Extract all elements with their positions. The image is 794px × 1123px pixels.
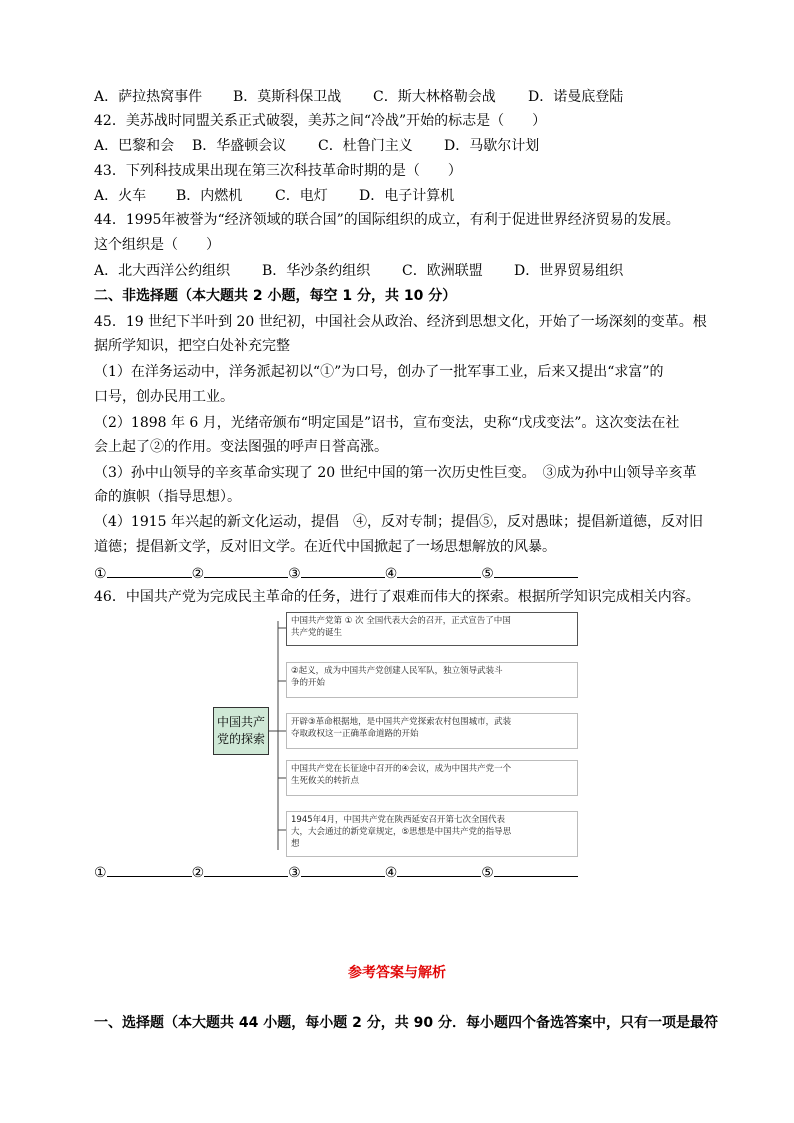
q45-p1-line2: 口号，创办民用工业。 [94,389,234,405]
section2-title: 二、非选择题（本大题共 2 小题，每空 1 分，共 10 分） [94,288,457,304]
q46-box-4-line2: 生死攸关的转折点 [291,776,360,786]
q46-box-1 [286,612,578,646]
q45-stem-line1: 45．19 世纪下半叶到 20 世纪初，中国社会从政治、经济到思想文化，开始了一场深刻的变革。根 [94,314,707,330]
q46-box-5-line1: 1945年4月，中国共产党在陕西延安召开第七次全国代表 [291,815,506,825]
q45-p1-line1: （1）在洋务运动中，洋务派起初以“①”为口号，创办了一批军事工业，后来又提出“求富”的 [94,364,664,380]
q46-box-3-line2: 夺取政权这一正确革命道路的开始 [291,729,419,739]
q46-root-line1: 中国共产 [216,715,265,729]
q45-p4-line1: （4）1915 年兴起的新文化运动，提倡 ④，反对专制；提倡⑤，反对愚昧；提倡新道德，反对旧 [94,514,703,530]
q46-blank-label-3: ③ [288,865,301,881]
q46-box-4 [286,760,578,796]
q41-option-c: C．斯大林格勒会战 [373,89,496,105]
q46-box-5-line2: 大，大会通过的新党章规定，⑤思想是中国共产党的指导思 [291,827,512,837]
q44-option-a: A．北大西洋公约组织 [94,263,231,279]
answer-title: 参考答案与解析 [348,965,446,981]
q43-option-b: B．内燃机 [176,188,243,204]
q41-option-b: B．莫斯科保卫战 [233,89,342,105]
q46-box-5-line3: 想 [291,839,300,849]
q46-blank-5[interactable] [494,862,578,877]
q46-blank-4[interactable] [397,862,481,877]
q44-option-c: C．欧洲联盟 [402,263,483,279]
q45-blank-label-3: ③ [288,566,301,582]
q46-blank-3[interactable] [301,862,385,877]
q43-option-c: C．电灯 [275,188,328,204]
q45-stem-line2: 据所学知识，把空白处补充完整 [94,338,290,354]
q43-option-d: D．电子计算机 [359,188,455,204]
q45-blank-label-5: ⑤ [481,566,494,582]
q46-answer-row [94,862,578,882]
q46-blank-label-2: ② [191,865,205,881]
q45-p3-line1: （3）孙中山领导的辛亥革命实现了 20 世纪中国的第一次历史性巨变。 ③成为孙中山领导辛亥革 [94,465,697,481]
q42-option-d: D．马歇尔计划 [444,138,540,154]
q42-stem: 42．美苏战时同盟关系正式破裂，美苏之间“冷战”开始的标志是（ ） [94,113,547,129]
q42-option-b: B．华盛顿会议 [192,138,287,154]
q46-box-4-line1: 中国共产党在长征途中召开的④会议，成为中国共产党一个 [291,764,512,774]
q41-option-d: D．诺曼底登陆 [528,89,624,105]
q44-option-b: B．华沙条约组织 [262,263,371,279]
q46-blank-1[interactable] [107,862,192,877]
q46-box-3-line1: 开辟③革命根据地，是中国共产党探索农村包围城市，武装 [291,717,512,727]
q45-p3-line2: 命的旗帜（指导思想）。 [94,489,241,505]
q46-box-2-line1: ②起义，成为中国共产党创建人民军队，独立领导武装斗 [291,666,503,676]
q46-box-5 [286,811,578,857]
q41-option-a: A．萨拉热窝事件 [94,89,203,105]
q46-blank-label-1: ① [94,865,107,881]
section1-title: 一、选择题（本大题共 44 小题，每小题 2 分，共 90 分．每小题四个备选答案中，只有一项是最符 [94,1015,718,1031]
q46-box-2 [286,662,578,698]
q44-stem-line2: 这个组织是（ ） [94,237,220,253]
q45-p2-line1: （2）1898 年 6 月，光绪帝颁布“明定国是”诏书，宣布变法，史称“戊戌变法”。这次变法在社 [94,415,680,431]
q44-option-d: D．世界贸易组织 [514,263,624,279]
q46-box-1-line1: 中国共产党第 ① 次 全国代表大会的召开，正式宣告了中国 [291,616,511,626]
q44-stem-line1: 44．1995年被誉为“经济领域的联合国”的国际组织的成立，有利于促进世界经济贸易的发展。 [94,212,680,228]
q46-box-2-line2: 争的开始 [291,678,326,688]
q45-blank-label-1: ① [94,566,107,582]
q45-p4-line2: 道德；提倡新文学，反对旧文学。在近代中国掀起了一场思想解放的风暴。 [94,539,556,555]
q45-p2-line2: 会上起了②的作用。变法图强的呼声日誉高涨。 [94,439,388,455]
q43-option-a: A．火车 [94,188,147,204]
q43-stem: 43．下列科技成果出现在第三次科技革命时期的是（ ） [94,163,462,179]
q46-stem: 46．中国共产党为完成民主革命的任务，进行了艰难而伟大的探索。根据所学知识完成相关内容。 [94,589,700,605]
q45-blank-label-2: ② [191,566,205,582]
q42-option-c: C．杜鲁门主义 [318,138,413,154]
q46-box-1-line2: 共产党的诞生 [291,628,343,638]
q46-blank-label-4: ④ [384,865,398,881]
q46-blank-label-5: ⑤ [481,865,494,881]
q46-root-line2: 党的探索 [216,732,265,746]
q42-option-a: A．巴黎和会 [94,138,175,154]
q45-blank-label-4: ④ [384,566,398,582]
q46-blank-2[interactable] [204,862,288,877]
q46-box-3 [286,713,578,749]
q46-root-box [213,707,269,755]
